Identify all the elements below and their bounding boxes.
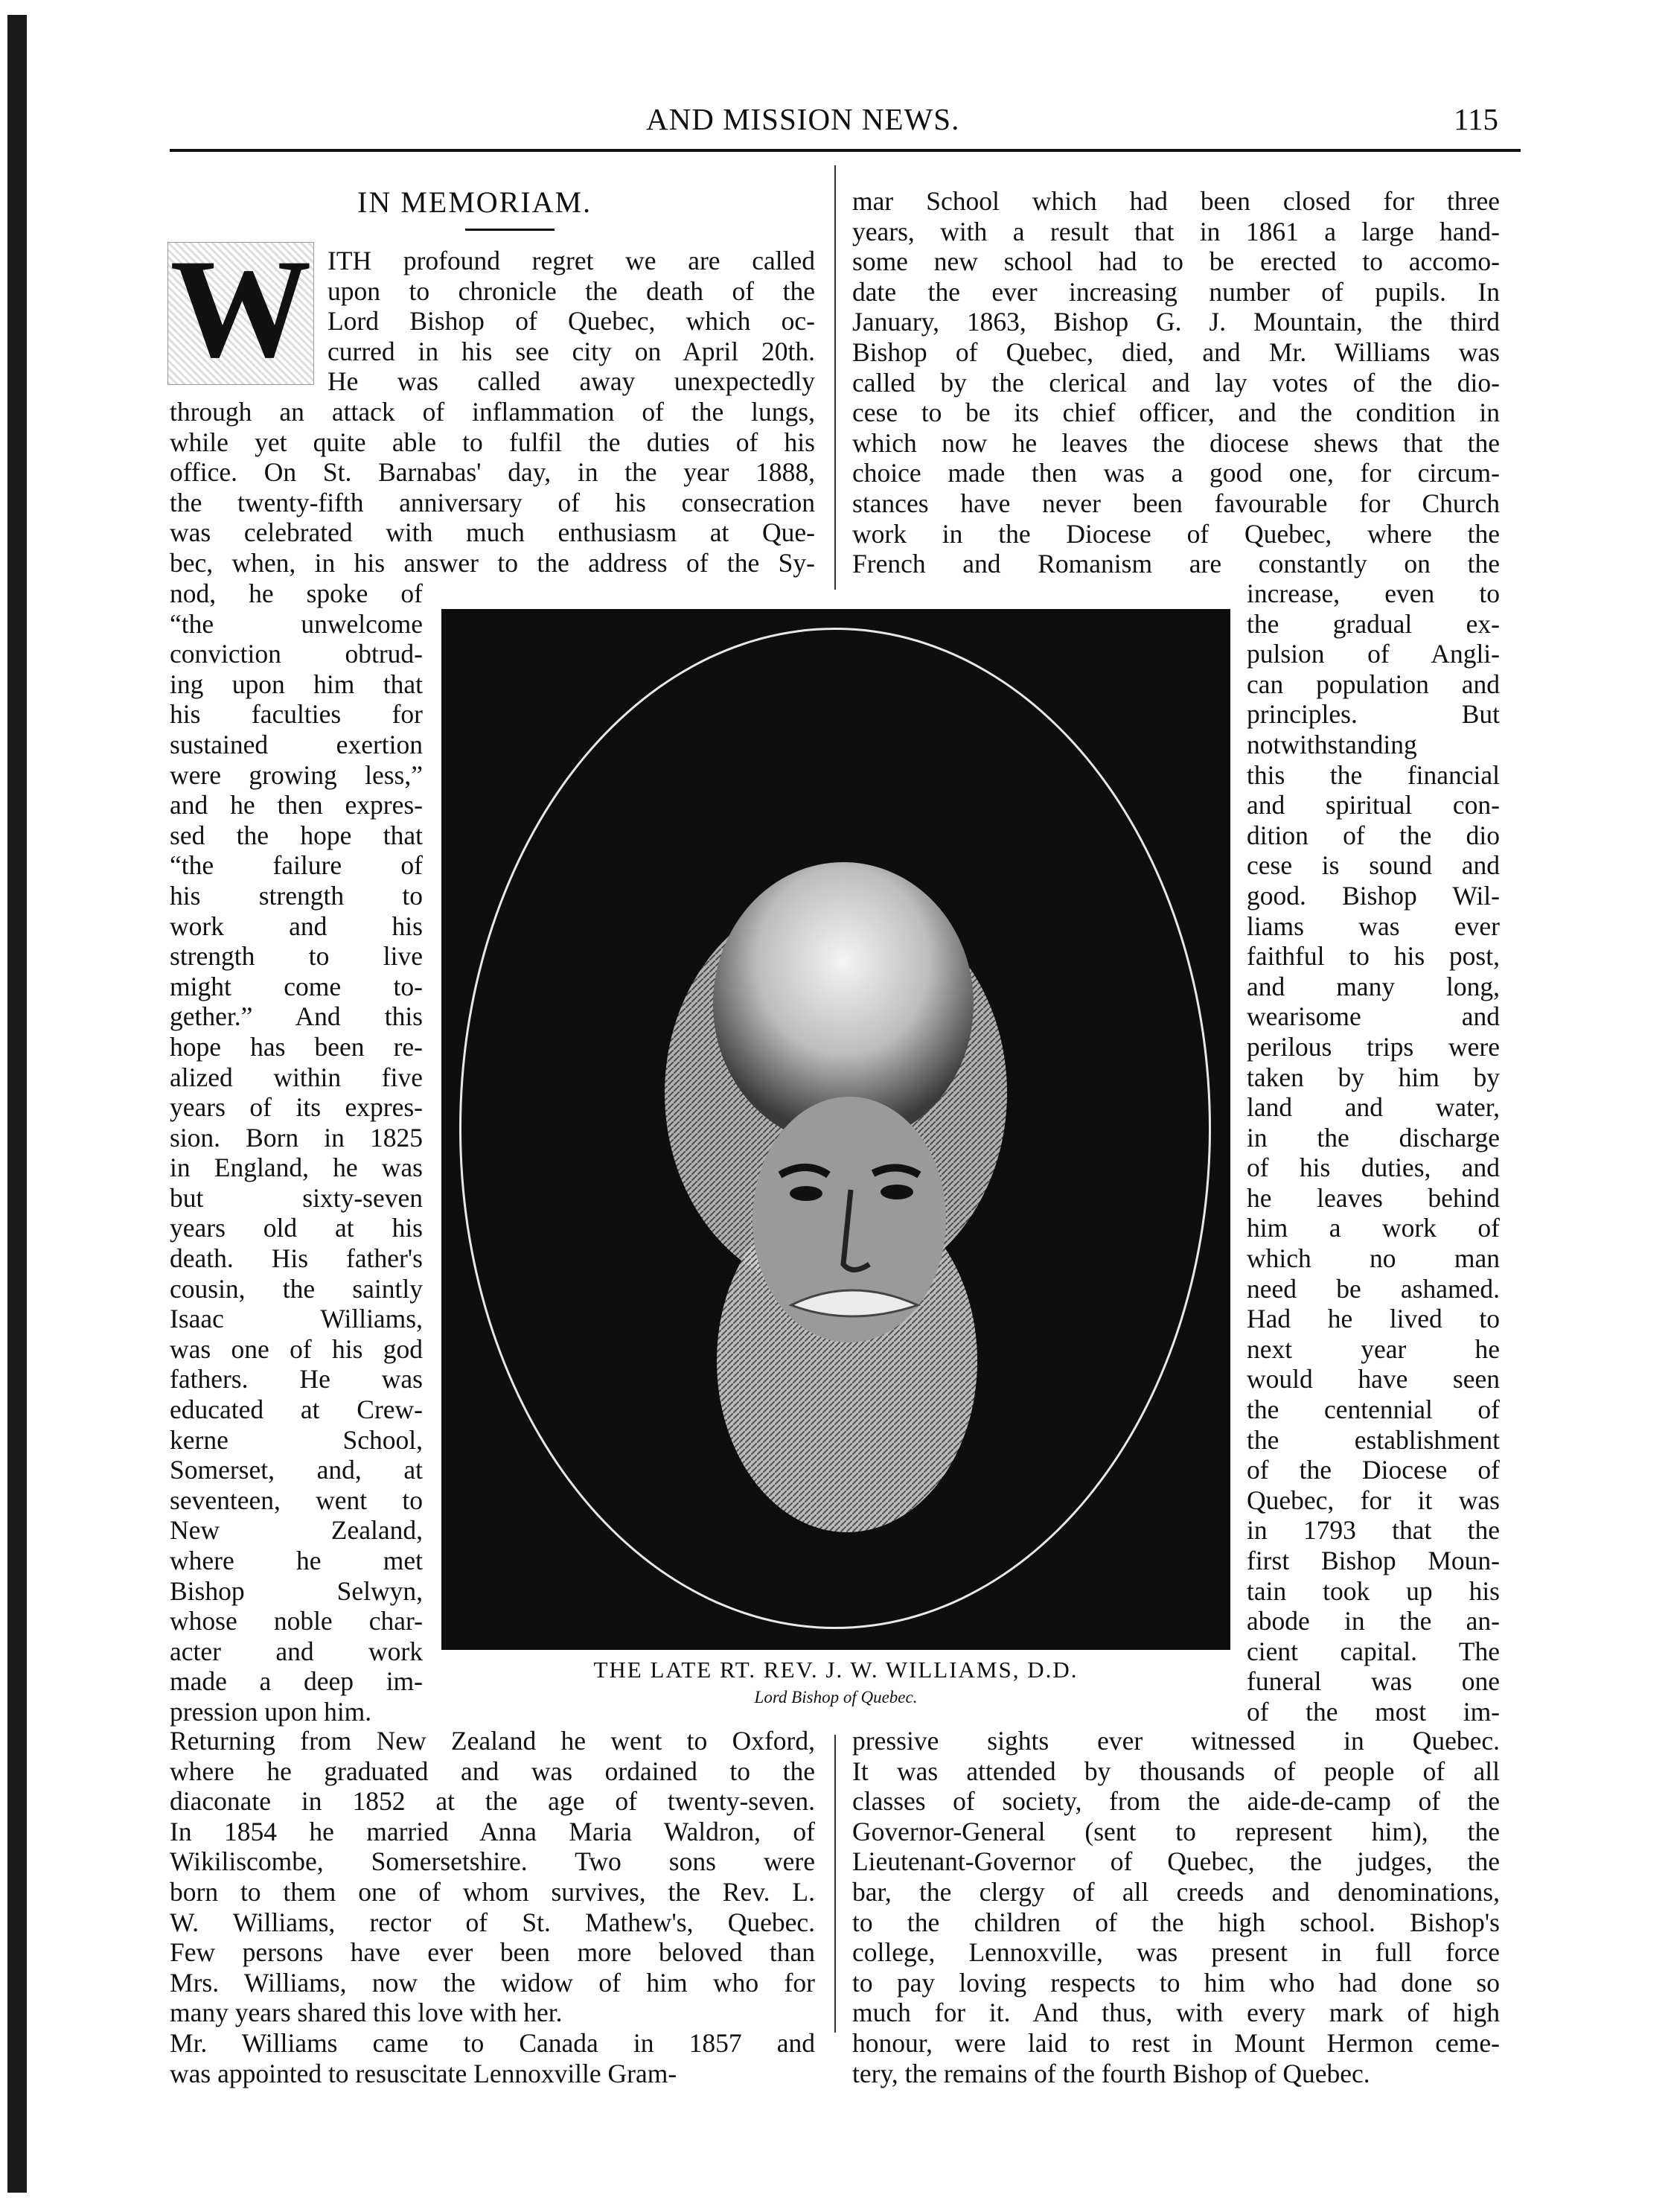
text-line: would have seen — [1247, 1364, 1500, 1395]
text-line: Bishop of Quebec, died, and Mr. Williams was — [852, 337, 1500, 367]
text-line: in England, he was — [170, 1153, 423, 1183]
page-spine-edge — [7, 15, 27, 2193]
text-line: might come to- — [170, 971, 423, 1001]
text-line: Lieutenant-Governor of Quebec, the judges, the — [852, 1846, 1500, 1877]
text-line: called by the clerical and lay votes of the dio- — [852, 367, 1500, 398]
text-line: and spiritual con- — [1247, 790, 1500, 820]
text-line: W. Williams, rector of St. Mathew's, Quebec. — [170, 1907, 815, 1937]
text-line: bec, when, in his answer to the address of the Sy- — [170, 547, 815, 578]
article-opening-paragraph — [327, 246, 815, 397]
text-line: years of its expres- — [170, 1092, 423, 1123]
text-line: honour, were laid to rest in Mount Hermon ceme- — [852, 2027, 1500, 2058]
text-line: work in the Diocese of Quebec, where the — [852, 518, 1500, 549]
text-line: the centennial of — [1247, 1395, 1500, 1425]
article-right-bottom-text — [852, 1726, 1500, 2088]
text-line: increase, even to — [1247, 579, 1500, 608]
text-line: his strength to — [170, 880, 423, 911]
header-rule — [170, 149, 1521, 152]
text-line: seventeen, went to — [170, 1485, 423, 1515]
text-line: Few persons have ever been more beloved than — [170, 1937, 815, 1968]
article-left-narrow-text — [170, 579, 423, 1727]
text-line: sustained exertion — [170, 729, 423, 759]
text-line: Mrs. Williams, now the widow of him who for — [170, 1967, 815, 1998]
text-line: were growing less,” — [170, 759, 423, 790]
text-line: tain took up his — [1247, 1575, 1500, 1606]
text-line: pressive sights ever witnessed in Quebec. — [852, 1726, 1500, 1756]
text-line: choice made then was a good one, for circum- — [852, 458, 1500, 488]
text-line: tery, the remains of the fourth Bishop of Quebec. — [852, 2058, 1370, 2088]
text-line: mar School which had been closed for three — [852, 186, 1500, 216]
portrait-caption — [441, 1657, 1230, 1707]
text-line: dition of the dio — [1247, 820, 1500, 850]
text-line: he leaves behind — [1247, 1182, 1500, 1213]
article-right-narrow-text — [1247, 579, 1500, 1727]
text-line: conviction obtrud- — [170, 639, 423, 669]
text-line: French and Romanism are constantly on the — [852, 549, 1500, 579]
text-line: need be ashamed. — [1247, 1273, 1500, 1304]
text-line: through an attack of inflammation of the lungs, — [170, 397, 815, 427]
text-line: where he met — [170, 1546, 423, 1575]
text-line: pression upon him. — [170, 1696, 372, 1727]
text-line: abode in the an- — [1247, 1606, 1500, 1636]
text-line: cient capital. The — [1247, 1636, 1500, 1666]
text-line: January, 1863, Bishop G. J. Mountain, the third — [852, 307, 1500, 337]
text-line: while yet quite able to fulfil the duties of his — [170, 427, 815, 457]
portrait-figure — [441, 609, 1230, 1650]
text-line: this the financial — [1247, 759, 1500, 790]
text-line: cese to be its chief officer, and the condition in — [852, 398, 1500, 428]
text-line: cese is sound and — [1247, 850, 1500, 881]
text-line: office. On St. Barnabas' day, in the year 1888, — [170, 457, 815, 488]
article-left-top-text — [170, 397, 815, 579]
portrait-caption-subtitle: Lord Bishop of Quebec. — [754, 1688, 918, 1706]
text-line: Somerset, and, at — [170, 1455, 423, 1485]
text-line: whose noble char- — [170, 1606, 423, 1636]
text-line: cousin, the saintly — [170, 1273, 423, 1304]
text-line: ITH profound regret we are called — [327, 246, 815, 275]
text-line: bar, the clergy of all creeds and denominations, — [852, 1876, 1500, 1907]
text-line: fathers. He was — [170, 1364, 423, 1395]
text-line: Wikiliscombe, Somersetshire. Two sons were — [170, 1846, 815, 1877]
text-line: him a work of — [1247, 1213, 1500, 1243]
text-line: was celebrated with much enthusiasm at Que- — [170, 517, 815, 548]
text-line: was one of his god — [170, 1333, 423, 1364]
text-line: sed the hope that — [170, 820, 423, 850]
text-line: Governor-General (sent to represent him), the — [852, 1816, 1500, 1846]
text-line: liams was ever — [1247, 911, 1500, 941]
article-left-bottom-text — [170, 1726, 815, 2088]
text-line: of the Diocese of — [1247, 1455, 1500, 1485]
text-line: diaconate in 1852 at the age of twenty-seven. — [170, 1786, 815, 1817]
text-line: the establishment — [1247, 1424, 1500, 1455]
text-line: Returning from New Zealand he went to Oxford, — [170, 1726, 815, 1756]
text-line: nod, he spoke of — [170, 579, 423, 608]
text-line: which now he leaves the diocese shews that the — [852, 427, 1500, 458]
text-line: his faculties for — [170, 699, 423, 730]
column-divider-top — [834, 165, 836, 590]
text-line: but sixty-seven — [170, 1182, 423, 1213]
text-line: kerne School, — [170, 1424, 423, 1455]
text-line: strength to live — [170, 941, 423, 972]
text-line: He was called away unexpectedly — [327, 366, 815, 397]
text-line: was appointed to resuscitate Lennoxville Gram- — [170, 2058, 677, 2088]
text-line: perilous trips were — [1247, 1031, 1500, 1062]
text-line: stances have never been favourable for Church — [852, 488, 1500, 518]
portrait-engraving — [441, 609, 1230, 1650]
drop-cap-ornament — [167, 231, 314, 387]
text-line: next year he — [1247, 1333, 1500, 1364]
page-number: 115 — [1454, 102, 1498, 136]
text-line: It was attended by thousands of people of all — [852, 1756, 1500, 1786]
text-line: made a deep im- — [170, 1666, 423, 1697]
text-line: “the failure of — [170, 850, 423, 881]
text-line: of his duties, and — [1247, 1153, 1500, 1183]
text-line: In 1854 he married Anna Maria Waldron, of — [170, 1816, 815, 1846]
text-line: and many long, — [1247, 971, 1500, 1001]
text-line: “the unwelcome — [170, 608, 423, 639]
text-line: Isaac Williams, — [170, 1304, 423, 1334]
text-line: college, Lennoxville, was present in full force — [852, 1937, 1500, 1968]
text-line: Lord Bishop of Quebec, which oc- — [327, 306, 815, 337]
text-line: date the ever increasing number of pupils. In — [852, 276, 1500, 307]
text-line: educated at Crew- — [170, 1395, 423, 1425]
column-divider-bottom — [834, 1735, 836, 2033]
text-line: which no man — [1247, 1243, 1500, 1274]
article-heading: IN MEMORIAM. — [357, 185, 592, 219]
running-header — [170, 98, 1521, 143]
text-line: principles. But — [1247, 699, 1500, 730]
text-line: acter and work — [170, 1636, 423, 1666]
article-right-top-text — [852, 186, 1500, 579]
text-line: Quebec, for it was — [1247, 1485, 1500, 1515]
text-line: notwithstanding — [1247, 729, 1417, 759]
running-title: AND MISSION NEWS. — [646, 102, 960, 136]
text-line: hope has been re- — [170, 1031, 423, 1062]
text-line: Bishop Selwyn, — [170, 1575, 423, 1606]
text-line: gether.” And this — [170, 1001, 423, 1032]
text-line: in 1793 that the — [1247, 1515, 1500, 1546]
text-line: funeral was one — [1247, 1666, 1500, 1697]
text-line: the twenty-fifth anniversary of his consecration — [170, 487, 815, 517]
text-line: years old at his — [170, 1213, 423, 1243]
text-line: born to them one of whom survives, the Rev. L. — [170, 1876, 815, 1907]
text-line: Mr. Williams came to Canada in 1857 and — [170, 2027, 815, 2058]
text-line: the gradual ex- — [1247, 608, 1500, 639]
text-line: death. His father's — [170, 1243, 423, 1274]
text-line: Had he lived to — [1247, 1304, 1500, 1334]
text-line: curred in his see city on April 20th. — [327, 336, 815, 366]
heading-rule — [465, 229, 555, 231]
text-line: of the most im- — [1247, 1696, 1500, 1727]
text-line: good. Bishop Wil- — [1247, 880, 1500, 911]
text-line: alized within five — [170, 1062, 423, 1092]
text-line: can population and — [1247, 669, 1500, 699]
drop-cap-letter: W — [170, 231, 312, 387]
text-line: land and water, — [1247, 1092, 1500, 1123]
text-line: upon to chronicle the death of the — [327, 275, 815, 306]
text-line: years, with a result that in 1861 a large hand- — [852, 216, 1500, 246]
text-line: to pay loving respects to him who had done so — [852, 1967, 1500, 1998]
text-line: where he graduated and was ordained to the — [170, 1756, 815, 1786]
text-line: sion. Born in 1825 — [170, 1122, 423, 1153]
text-line: classes of society, from the aide-de-camp of the — [852, 1786, 1500, 1817]
text-line: taken by him by — [1247, 1062, 1500, 1092]
text-line: pulsion of Angli- — [1247, 639, 1500, 669]
text-line: in the discharge — [1247, 1122, 1500, 1153]
text-line: New Zealand, — [170, 1515, 423, 1546]
text-line: much for it. And thus, with every mark of high — [852, 1998, 1500, 2028]
text-line: wearisome and — [1247, 1001, 1500, 1032]
text-line: first Bishop Moun- — [1247, 1546, 1500, 1575]
text-line: faithful to his post, — [1247, 941, 1500, 972]
text-line: ing upon him that — [170, 669, 423, 699]
text-line: and he then expres- — [170, 790, 423, 820]
text-line: work and his — [170, 911, 423, 941]
text-line: many years shared this love with her. — [170, 1998, 563, 2028]
text-line: to the children of the high school. Bishop's — [852, 1907, 1500, 1937]
portrait-caption-title: THE LATE RT. REV. J. W. WILLIAMS, D.D. — [593, 1657, 1079, 1683]
text-line: some new school had to be erected to accomo- — [852, 246, 1500, 277]
